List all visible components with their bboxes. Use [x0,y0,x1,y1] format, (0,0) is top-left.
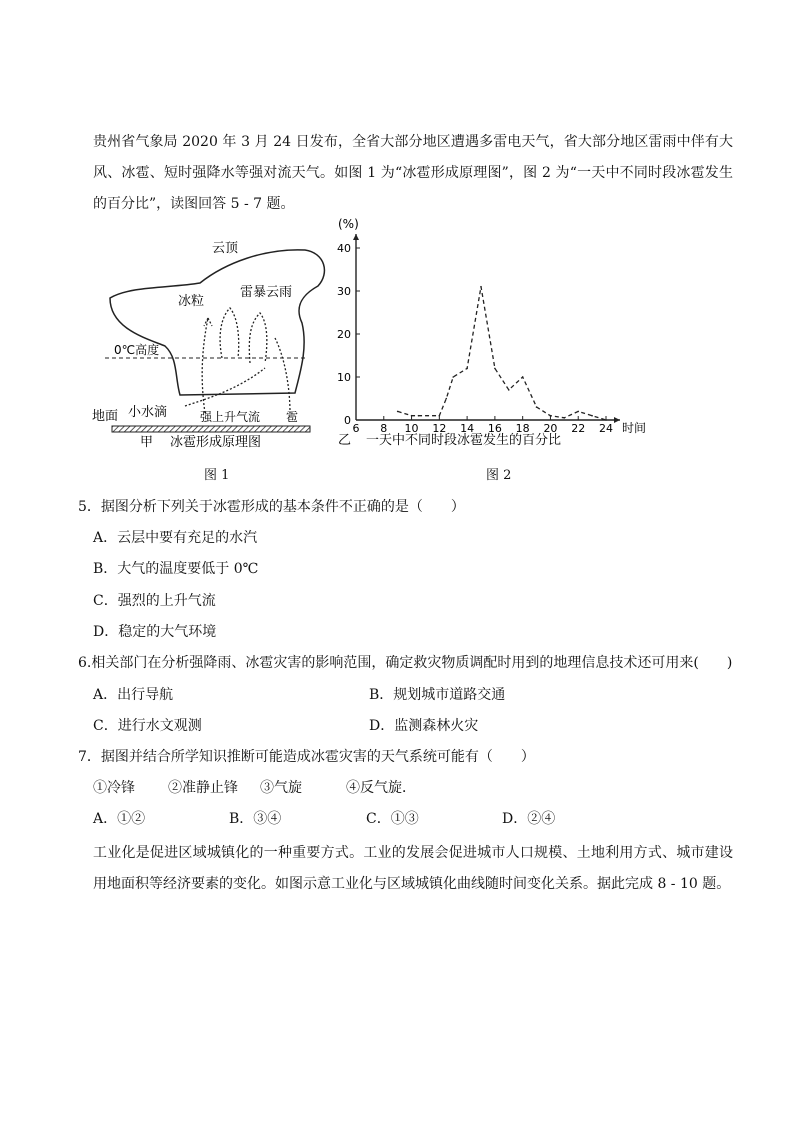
y-tick-label: 30 [337,285,351,298]
hail-formation-diagram [90,228,330,458]
q7-option-a: A．①② [93,811,146,827]
q7-option-c: C．①③ [366,811,419,827]
data-point [508,389,510,391]
x-tick-label: 14 [460,422,475,435]
data-point [445,398,447,400]
x-tick-label: 6 [352,422,360,435]
q6-option-c: C．进行水文观测 [93,718,202,734]
q7-item-3: ③气旋 [260,780,302,796]
q5-stem: 5．据图分析下列关于冰雹形成的基本条件不正确的是（ ） [78,499,465,515]
x-tick-label: 20 [543,422,558,435]
x-tick-label: 16 [487,422,502,435]
ice-grain-label: 冰粒 [178,294,205,309]
cloud-top-label: 云顶 [212,241,239,256]
outro-paragraph: 工业化是促进区域城镇化的一种重要方式。工业的发展会促进城市人口规模、土地利用方式、城市建设用地面积等经济要素的变化。如图示意工业化与区域城镇化曲线随时间变化关系。据此完成 8 - 10 题。 [93,845,733,892]
fig1-title: 冰雹形成原理图 [170,435,262,450]
data-point [439,415,441,417]
y-axis-arrow [353,234,359,240]
q5-option-a: A．云层中要有充足的水汽 [93,530,258,546]
yi-label: 乙 [338,433,352,448]
data-point [397,411,399,413]
chart-title: 一天中不同时段冰雹发生的百分比 [366,433,562,448]
fig1-caption: 图 1 [204,468,230,483]
y-tick-label: 20 [337,328,351,341]
data-point [494,368,496,370]
q7-option-d: D．②④ [502,811,556,827]
x-axis-arrow [614,417,620,423]
data-point [577,411,579,413]
hail-label: 雹 [286,410,299,424]
thunder-cloud-label: 雷暴云雨 [240,285,293,300]
q5-option-d: D．稳定的大气环境 [93,624,217,640]
fig2-caption: 图 2 [486,468,512,483]
q7-item-2: ②准静止锋 [168,780,238,796]
data-point [480,286,482,288]
hail-series-line [398,287,606,420]
x-tick-label: 24 [599,422,613,435]
data-point [452,376,454,378]
data-point [550,415,552,417]
q7-stem: 7．据图并结合所学知识推断可能造成冰雹灾害的天气系统可能有（ ） [78,749,535,765]
q7-item-4: ④反气旋． [346,780,416,796]
x-axis-label: 时间 [622,421,647,435]
q5-option-b: B．大气的温度要低于 0℃ [93,561,259,577]
jia-label: 甲 [140,435,154,450]
zero-line-label: 0℃高度 [114,343,160,357]
y-unit-label: (%) [338,217,359,231]
data-point [591,415,593,417]
x-tick-label: 10 [404,422,419,435]
q6-option-b: B．规划城市道路交通 [369,687,506,703]
droplet-label: 小水滴 [128,405,168,420]
data-point [418,415,420,417]
y-tick-label: 40 [337,242,351,255]
data-point [536,406,538,408]
q6-option-d: D．监测森林火灾 [369,718,479,734]
x-tick-label: 12 [432,422,447,435]
q6-stem: 6.相关部门在分析强降雨、冰雹灾害的影响范围，确定救灾物质调配时用到的地理信息技术还可用来( ) [78,655,733,671]
y-tick-label: 0 [344,414,351,427]
data-point [605,419,607,421]
data-point [564,417,566,419]
x-tick-label: 22 [571,422,586,435]
q7-option-b: B．③④ [229,811,282,827]
q6-option-a: A．出行导航 [93,687,174,703]
q5-option-c: C．强烈的上升气流 [93,593,216,609]
data-point [411,415,413,417]
intro-paragraph: 贵州省气象局 2020 年 3 月 24 日发布，全省大部分地区遭遇多雷电天气，省大部分地区雷雨中伴有大风、冰雹、短时强降水等强对流天气。如图 1 为“冰雹形成原理图”，图 2 为“一天中不同时段冰雹发生的百分比”，读图回答 5 - 7 题。 [93,134,733,212]
data-point [466,368,468,370]
x-tick-label: 8 [380,422,388,435]
x-tick-label: 18 [515,422,530,435]
hail-percentage-chart [330,217,660,458]
updraft-label: 强上升气流 [200,410,261,424]
data-point [522,376,524,378]
q7-item-1: ①冷锋 [93,780,135,796]
y-tick-label: 10 [337,371,351,384]
ground-label: 地面 [92,409,119,424]
